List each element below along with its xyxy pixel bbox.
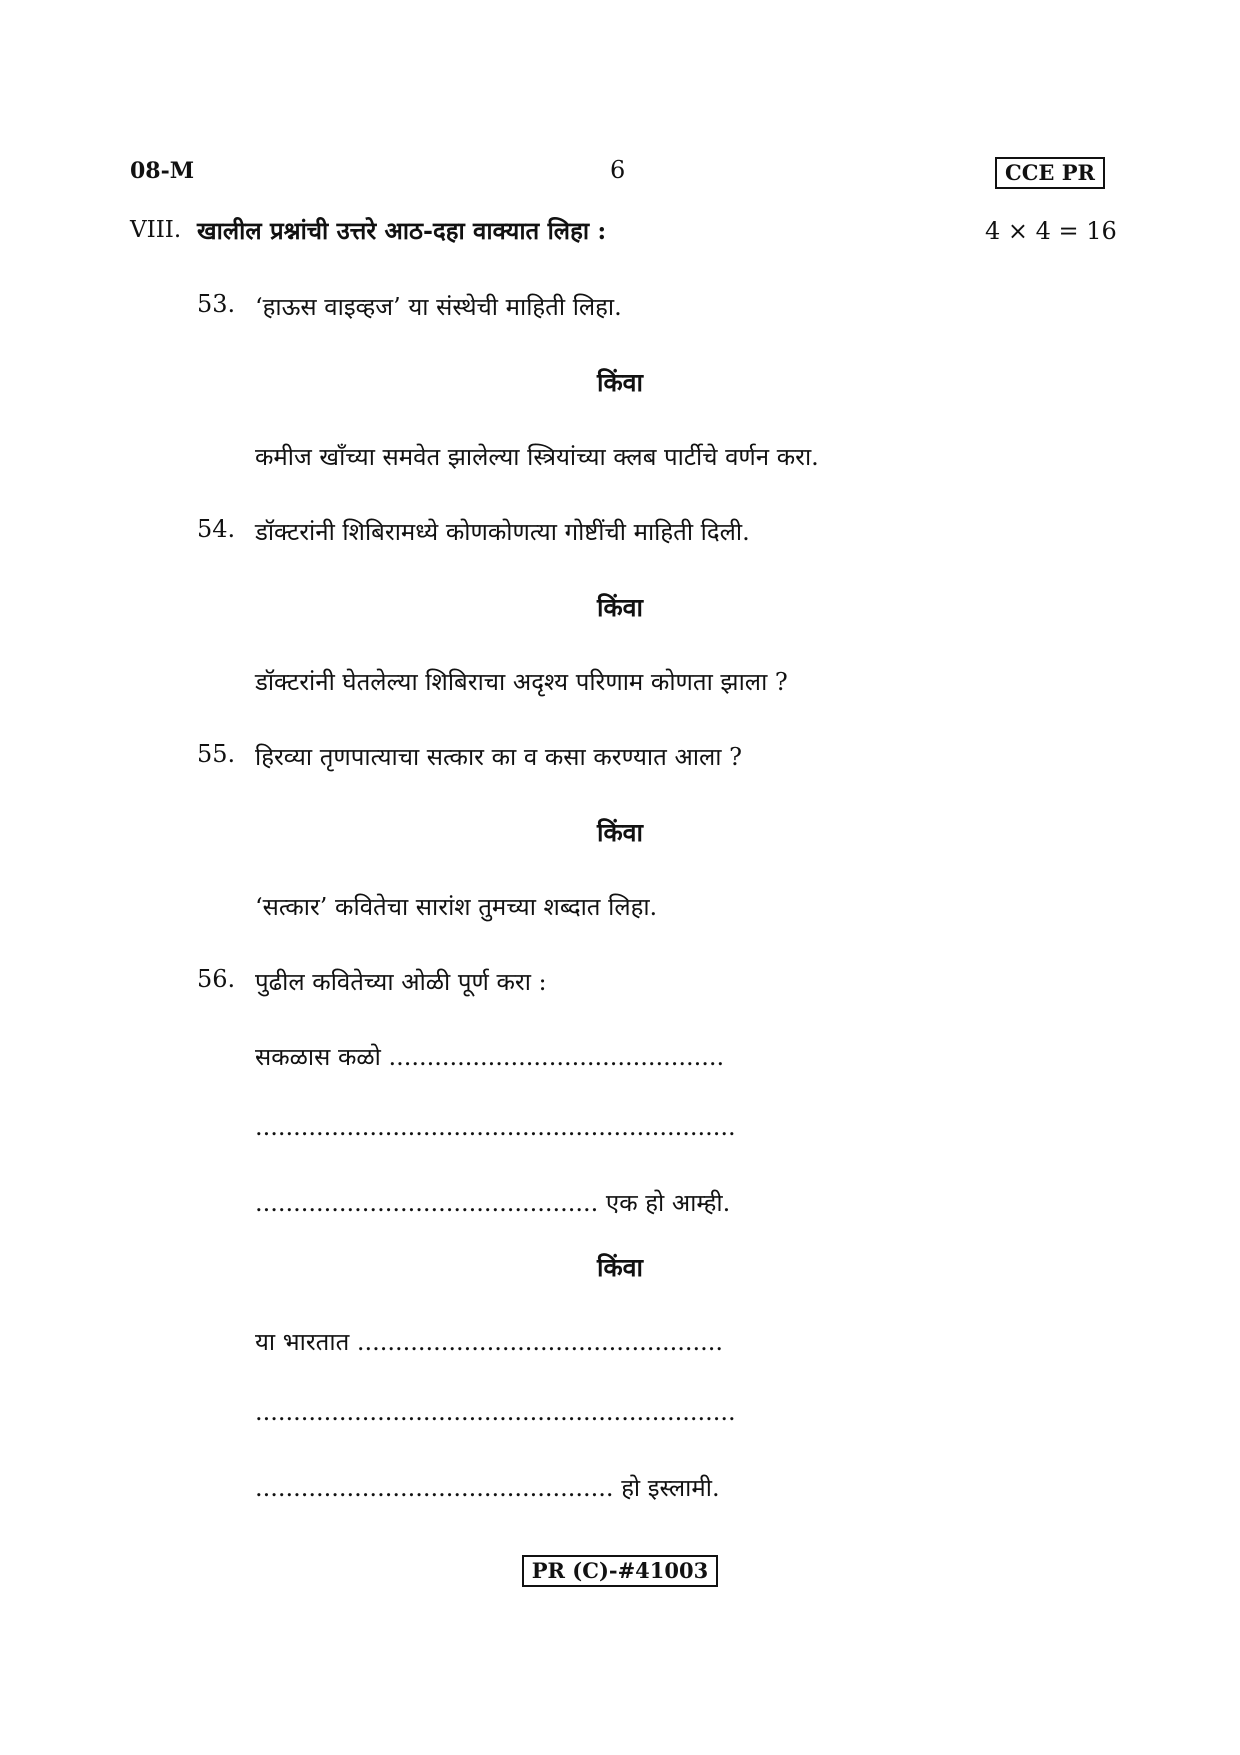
section-title: खालील प्रश्नांची उत्तरे आठ-दहा वाक्यात लिहा : (197, 216, 607, 245)
series-badge: CCE PR (995, 157, 1105, 189)
question-number: 53. (197, 290, 236, 318)
section-number: VIII. (130, 217, 182, 243)
poem-line: ............................................................... (255, 1398, 736, 1426)
question-text: पुढील कवितेच्या ओळी पूर्ण करा : (255, 968, 547, 996)
poem-line: ............................................. एक हो आम्ही. (255, 1189, 731, 1217)
question-number: 55. (197, 740, 236, 768)
poem-line: ............................................................... (255, 1113, 736, 1141)
question-number: 54. (197, 515, 236, 543)
footer (0, 1555, 1240, 1587)
or-label: किंवा (596, 1253, 644, 1282)
alternative-question: डॉक्टरांनी घेतलेल्या शिबिराचा अदृश्य परिणाम कोणता झाला ? (255, 668, 788, 696)
alternative-question: कमीज खाँच्या समवेत झालेल्या स्त्रियांच्या क्लब पार्टीचे वर्णन करा. (255, 443, 819, 471)
poem-line: या भारतात ................................................ (255, 1328, 724, 1356)
footer-code: PR (C)-#41003 (522, 1555, 719, 1587)
poem-line: सकळास कळो ............................................ (255, 1043, 725, 1071)
question-number: 56. (197, 965, 236, 993)
question-text: हिरव्या तृणपात्याचा सत्कार का व कसा करण्यात आला ? (255, 743, 742, 771)
alternative-question: ‘सत्कार’ कवितेचा सारांश तुमच्या शब्दात लिहा. (255, 893, 658, 921)
paper-code: 08-M (130, 158, 195, 184)
or-label: किंवा (596, 818, 644, 847)
or-label: किंवा (596, 368, 644, 397)
question-text: डॉक्टरांनी शिबिरामध्ये कोणकोणत्या गोष्टींची माहिती दिली. (255, 518, 750, 546)
poem-line: ............................................... हो इस्लामी. (255, 1474, 720, 1502)
section-marks: 4 × 4 = 16 (985, 217, 1117, 245)
or-label: किंवा (596, 593, 644, 622)
question-text: ‘हाऊस वाइव्हज’ या संस्थेची माहिती लिहा. (255, 293, 622, 321)
page-number: 6 (610, 156, 626, 184)
